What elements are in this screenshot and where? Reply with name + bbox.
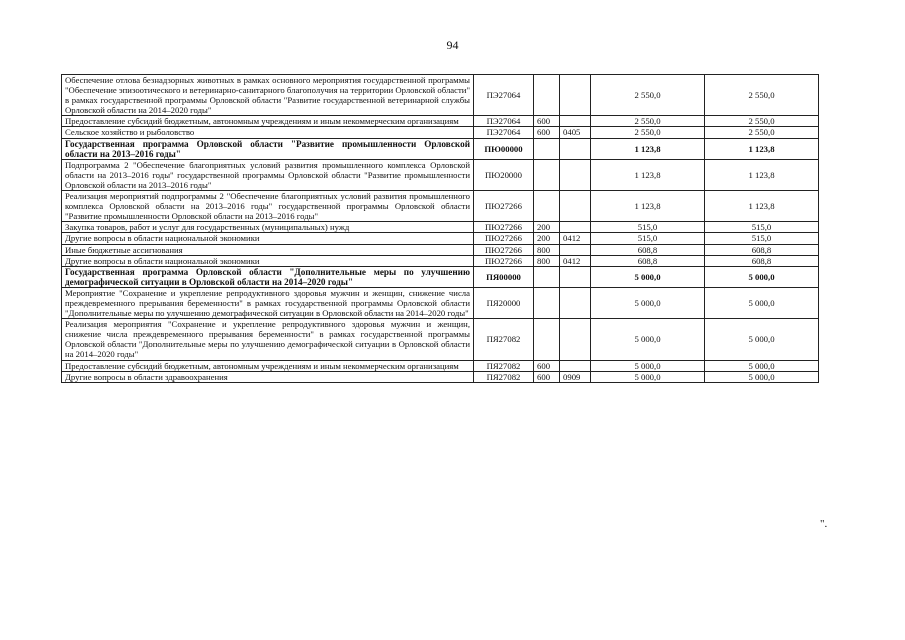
section-code-cell [560, 116, 591, 127]
amount-second-cell: 5 000,0 [705, 371, 819, 382]
row-name-cell: Мероприятие "Сохранение и укрепление репродуктивного здоровья мужчин и женщин, снижение числа преждевременного прерывания беременности" в рамках государственной программы Орловской области "Дополнительные меры по улучшению демографической ситуации в Орловской области на 2014–2020 годы" [62, 287, 474, 318]
row-name-cell: Государственная программа Орловской области "Дополнительные меры по улучшению демографической ситуации в Орловской области на 2014–2020 годы" [62, 266, 474, 287]
amount-first-cell: 2 550,0 [591, 75, 705, 116]
table-row [62, 360, 819, 371]
section-code-cell [560, 360, 591, 371]
expense-type-cell [534, 138, 560, 159]
amount-first-cell: 5 000,0 [591, 287, 705, 318]
amount-first-cell: 608,8 [591, 255, 705, 266]
row-name-cell: Другие вопросы в области здравоохранения [62, 371, 474, 382]
amount-second-cell: 5 000,0 [705, 266, 819, 287]
amount-first-cell: 2 550,0 [591, 127, 705, 138]
row-name-cell: Сельское хозяйство и рыболовство [62, 127, 474, 138]
table-row [62, 255, 819, 266]
amount-first-cell: 1 123,8 [591, 138, 705, 159]
target-code-cell: ПЮ27266 [474, 233, 534, 244]
section-code-cell: 0412 [560, 233, 591, 244]
expense-type-cell [534, 159, 560, 190]
section-code-cell [560, 159, 591, 190]
expense-type-cell [534, 319, 560, 360]
expense-type-cell: 800 [534, 255, 560, 266]
row-name-cell: Реализация мероприятия "Сохранение и укрепление репродуктивного здоровья мужчин и женщин, снижение числа преждевременного прерывания беременности" в рамках государственной программы Орловской области "Дополнительные меры по улучшению демографической ситуации в Орловской области на 2014–2020 годы" [62, 319, 474, 360]
table-row [62, 127, 819, 138]
amount-first-cell: 608,8 [591, 244, 705, 255]
expense-type-cell [534, 191, 560, 222]
target-code-cell: ПЭ27064 [474, 75, 534, 116]
amount-first-cell: 1 123,8 [591, 159, 705, 190]
target-code-cell: ПЮ27266 [474, 255, 534, 266]
target-code-cell: ПЯ27082 [474, 319, 534, 360]
table-row [62, 266, 819, 287]
expense-type-cell [534, 75, 560, 116]
budget-table [61, 74, 819, 383]
row-name-cell: Другие вопросы в области национальной экономики [62, 233, 474, 244]
table-row [62, 371, 819, 382]
amount-first-cell: 2 550,0 [591, 116, 705, 127]
target-code-cell: ПЯ27082 [474, 371, 534, 382]
table-row [62, 159, 819, 190]
closing-quote-mark: ". [820, 518, 828, 530]
row-name-cell: Закупка товаров, работ и услуг для государственных (муниципальных) нужд [62, 222, 474, 233]
amount-second-cell: 608,8 [705, 244, 819, 255]
section-code-cell [560, 266, 591, 287]
amount-second-cell: 1 123,8 [705, 191, 819, 222]
target-code-cell: ПЮ27266 [474, 244, 534, 255]
target-code-cell: ПЭ27064 [474, 116, 534, 127]
amount-first-cell: 1 123,8 [591, 191, 705, 222]
section-code-cell: 0405 [560, 127, 591, 138]
section-code-cell [560, 138, 591, 159]
expense-type-cell [534, 287, 560, 318]
row-name-cell: Предоставление субсидий бюджетным, автономным учреждениям и иным некоммерческим организациям [62, 360, 474, 371]
expense-type-cell [534, 266, 560, 287]
table-row [62, 233, 819, 244]
table-row [62, 75, 819, 116]
row-name-cell: Государственная программа Орловской области "Развитие промышленности Орловской области на 2013–2016 годы" [62, 138, 474, 159]
budget-table-body [62, 75, 819, 383]
amount-first-cell: 5 000,0 [591, 319, 705, 360]
expense-type-cell: 600 [534, 371, 560, 382]
amount-second-cell: 2 550,0 [705, 127, 819, 138]
amount-second-cell: 1 123,8 [705, 138, 819, 159]
amount-second-cell: 608,8 [705, 255, 819, 266]
table-row [62, 191, 819, 222]
row-name-cell: Другие вопросы в области национальной экономики [62, 255, 474, 266]
row-name-cell: Иные бюджетные ассигнования [62, 244, 474, 255]
table-row [62, 244, 819, 255]
row-name-cell: Обеспечение отлова безнадзорных животных в рамках основного мероприятия государственной программы "Обеспечение эпизоотического и ветеринарно-санитарного благополучия на территории Орловской области" в рамках государственной программы Орловской области "Развитие государственной ветеринарной службы Орловской области на 2014–2020 годы" [62, 75, 474, 116]
expense-type-cell: 200 [534, 222, 560, 233]
amount-second-cell: 5 000,0 [705, 360, 819, 371]
table-row [62, 116, 819, 127]
section-code-cell [560, 319, 591, 360]
amount-second-cell: 515,0 [705, 233, 819, 244]
target-code-cell: ПЮ00000 [474, 138, 534, 159]
amount-second-cell: 2 550,0 [705, 116, 819, 127]
page-number: 94 [446, 38, 459, 52]
row-name-cell: Предоставление субсидий бюджетным, автономным учреждениям и иным некоммерческим организациям [62, 116, 474, 127]
amount-second-cell: 515,0 [705, 222, 819, 233]
expense-type-cell: 600 [534, 360, 560, 371]
row-name-cell: Подпрограмма 2 "Обеспечение благоприятных условий развития промышленного комплекса Орловской области на 2013–2016 годы" государственной программы Орловской области "Развитие промышленности Орловской области на 2013–2016 годы" [62, 159, 474, 190]
amount-first-cell: 515,0 [591, 222, 705, 233]
section-code-cell: 0909 [560, 371, 591, 382]
section-code-cell [560, 222, 591, 233]
table-row [62, 222, 819, 233]
target-code-cell: ПЮ27266 [474, 222, 534, 233]
section-code-cell [560, 191, 591, 222]
target-code-cell: ПЯ00000 [474, 266, 534, 287]
expense-type-cell: 600 [534, 127, 560, 138]
expense-type-cell: 200 [534, 233, 560, 244]
section-code-cell: 0412 [560, 255, 591, 266]
table-row [62, 138, 819, 159]
section-code-cell [560, 75, 591, 116]
section-code-cell [560, 244, 591, 255]
table-row [62, 319, 819, 360]
amount-first-cell: 5 000,0 [591, 360, 705, 371]
row-name-cell: Реализация мероприятий подпрограммы 2 "Обеспечение благоприятных условий развития промышленного комплекса Орловской области на 2013–2016 годы" государственной программы Орловской области "Развитие промышленности Орловской области на 2013–2016 годы" [62, 191, 474, 222]
amount-second-cell: 5 000,0 [705, 287, 819, 318]
section-code-cell [560, 287, 591, 318]
expense-type-cell: 600 [534, 116, 560, 127]
amount-first-cell: 5 000,0 [591, 371, 705, 382]
target-code-cell: ПЯ27082 [474, 360, 534, 371]
target-code-cell: ПЭ27064 [474, 127, 534, 138]
amount-second-cell: 1 123,8 [705, 159, 819, 190]
amount-first-cell: 515,0 [591, 233, 705, 244]
amount-second-cell: 2 550,0 [705, 75, 819, 116]
amount-first-cell: 5 000,0 [591, 266, 705, 287]
target-code-cell: ПЮ27266 [474, 191, 534, 222]
target-code-cell: ПЮ20000 [474, 159, 534, 190]
amount-second-cell: 5 000,0 [705, 319, 819, 360]
expense-type-cell: 800 [534, 244, 560, 255]
target-code-cell: ПЯ20000 [474, 287, 534, 318]
table-row [62, 287, 819, 318]
